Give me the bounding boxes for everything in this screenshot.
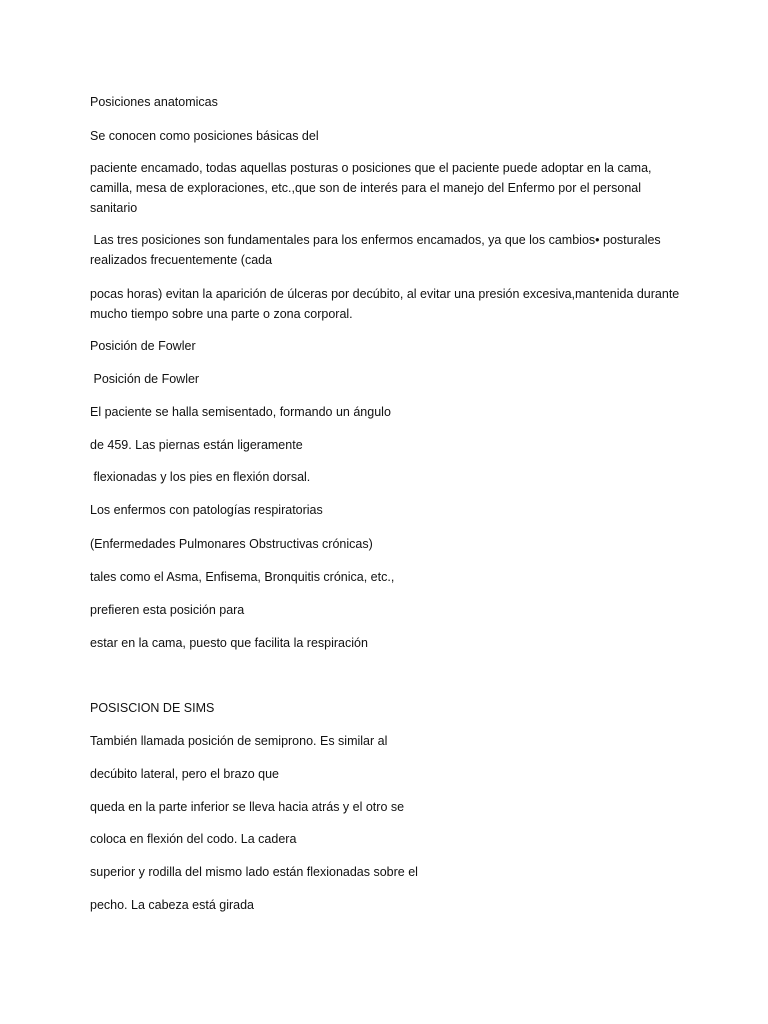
paragraph: pecho. La cabeza está girada	[90, 898, 255, 912]
section-heading-sims: POSISCION DE SIMS	[90, 701, 215, 715]
paragraph: estar en la cama, puesto que facilita la respiración	[90, 636, 368, 650]
paragraph: pocas horas) evitan la aparición de úlceras por decúbito, al evitar una presión excesiva,mantenida durante mucho tiempo sobre una parte o zona corporal.	[90, 287, 683, 321]
document-title: Posiciones anatomicas	[90, 95, 218, 109]
paragraph: superior y rodilla del mismo lado están flexionadas sobre el	[90, 865, 418, 879]
paragraph: queda en la parte inferior se lleva hacia atrás y el otro se	[90, 800, 405, 814]
paragraph: El paciente se halla semisentado, formando un ángulo	[90, 405, 391, 419]
paragraph: decúbito lateral, pero el brazo que	[90, 767, 280, 781]
paragraph: Las tres posiciones son fundamentales para los enfermos encamados, ya que los cambios• posturales realizados frecuentemente (cada	[90, 233, 665, 267]
paragraph: paciente encamado, todas aquellas posturas o posiciones que el paciente puede adoptar en la cama, camilla, mesa de exploraciones, etc.,que son de interés para el manejo del Enfermo por el personal sanitario	[90, 161, 655, 215]
section-heading-fowler: Posición de Fowler	[90, 339, 196, 353]
paragraph: flexionadas y los pies en flexión dorsal.	[90, 470, 311, 484]
paragraph: (Enfermedades Pulmonares Obstructivas crónicas)	[90, 537, 373, 551]
paragraph: de 459. Las piernas están ligeramente	[90, 438, 303, 452]
paragraph: prefieren esta posición para	[90, 603, 245, 617]
paragraph: Los enfermos con patologías respiratorias	[90, 503, 323, 517]
section-subheading-fowler: Posición de Fowler	[90, 372, 200, 386]
paragraph: También llamada posición de semiprono. Es similar al	[90, 734, 388, 748]
paragraph: Se conocen como posiciones básicas del	[90, 129, 319, 143]
paragraph: tales como el Asma, Enfisema, Bronquitis crónica, etc.,	[90, 570, 395, 584]
paragraph: coloca en flexión del codo. La cadera	[90, 832, 297, 846]
